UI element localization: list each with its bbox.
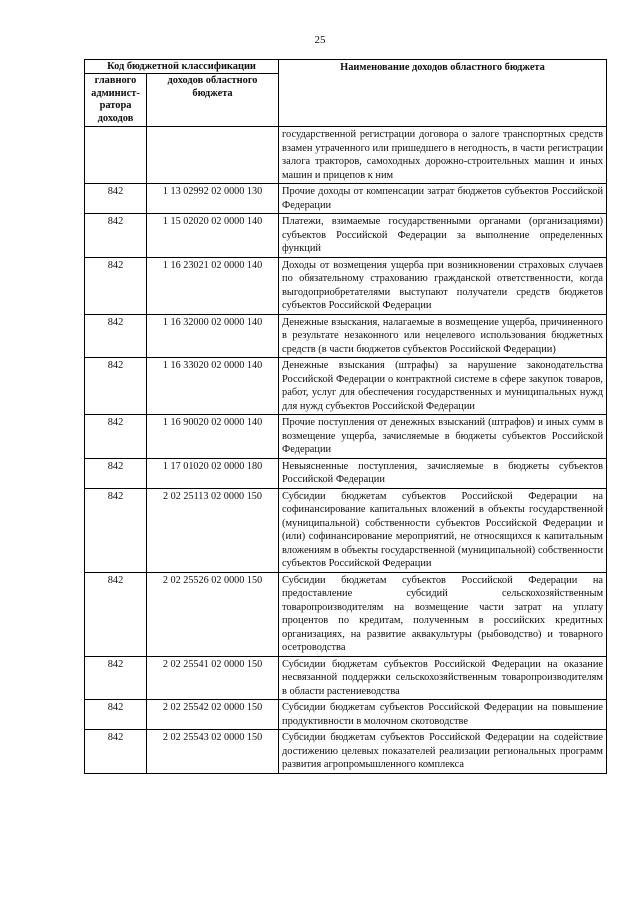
- income-code-cell: 1 15 02020 02 0000 140: [147, 214, 279, 258]
- administrator-code-cell: 842: [85, 184, 147, 214]
- table-row: [85, 314, 607, 358]
- table-row: [85, 214, 607, 258]
- administrator-code-cell: 842: [85, 572, 147, 656]
- table-header: [85, 60, 607, 127]
- table-row: [85, 257, 607, 314]
- table-row: [85, 700, 607, 730]
- administrator-code-cell: 842: [85, 314, 147, 358]
- income-code-cell: 2 02 25542 02 0000 150: [147, 700, 279, 730]
- income-code-cell: 2 02 25526 02 0000 150: [147, 572, 279, 656]
- administrator-code-cell: 842: [85, 358, 147, 415]
- administrator-code-cell: 842: [85, 488, 147, 572]
- income-name-cell: Денежные взыскания, налагаемые в возмещение ущерба, причиненного в результате незаконного или нецелевого использования бюджетных средств (в части бюджетов субъектов Российской Федерации): [279, 314, 607, 358]
- table-row: [85, 730, 607, 774]
- administrator-code-cell: 842: [85, 700, 147, 730]
- page-number: 25: [314, 34, 326, 46]
- table-row: [85, 415, 607, 459]
- income-code-cell: 2 02 25541 02 0000 150: [147, 656, 279, 700]
- income-name-cell: государственной регистрации договора о залоге транспортных средств взамен утраченного или пришедшего в негодность, в части регистрации залога тракторов, самоходных дорожно-строительных машин и иных машин и прицепов к ним: [279, 127, 607, 184]
- income-code-cell: 1 16 90020 02 0000 140: [147, 415, 279, 459]
- income-code-cell: [147, 127, 279, 184]
- income-name-cell: Субсидии бюджетам субъектов Российской Федерации на оказание несвязанной поддержки сельскохозяйственным товаропроизводителям в области растениеводства: [279, 656, 607, 700]
- table-row: [85, 572, 607, 656]
- header-income-name: Наименование доходов областного бюджета: [279, 60, 607, 127]
- income-name-cell: Прочие поступления от денежных взысканий (штрафов) и иных сумм в возмещение ущерба, зачисляемые в бюджеты субъектов Российской Федерации: [279, 415, 607, 459]
- table-row: [85, 184, 607, 214]
- table-row: [85, 358, 607, 415]
- administrator-code-cell: 842: [85, 656, 147, 700]
- income-name-cell: Субсидии бюджетам субъектов Российской Федерации на повышение продуктивности в молочном скотоводстве: [279, 700, 607, 730]
- income-name-cell: Субсидии бюджетам субъектов Российской Федерации на софинансирование капитальных вложений в объекты государственной (муниципальной) собственности субъектов Российской Федерации и (или) софинансирование мероприятий, не относящихся к капитальным вложениям в объекты государственной (муниципальной) собственности субъектов Российской Федерации: [279, 488, 607, 572]
- income-code-cell: 1 16 23021 02 0000 140: [147, 257, 279, 314]
- income-code-cell: 2 02 25543 02 0000 150: [147, 730, 279, 774]
- administrator-code-cell: 842: [85, 730, 147, 774]
- administrator-code-cell: 842: [85, 415, 147, 459]
- income-name-cell: Субсидии бюджетам субъектов Российской Федерации на содействие достижению целевых показателей реализации региональных программ развития агропромышленного комплекса: [279, 730, 607, 774]
- administrator-code-cell: 842: [85, 257, 147, 314]
- header-budget-classification-code: Код бюджетной классификации: [85, 60, 279, 74]
- income-code-cell: 2 02 25113 02 0000 150: [147, 488, 279, 572]
- header-main-administrator: главного админист-ратора доходов: [85, 74, 147, 127]
- table-row: [85, 458, 607, 488]
- income-name-cell: Доходы от возмещения ущерба при возникновении страховых случаев по обязательному страхованию гражданской ответственности, когда выгодоприобретателями выступают получатели средств бюджетов субъектов Российской Федерации: [279, 257, 607, 314]
- income-code-cell: 1 13 02992 02 0000 130: [147, 184, 279, 214]
- income-name-cell: Прочие доходы от компенсации затрат бюджетов субъектов Российской Федерации: [279, 184, 607, 214]
- administrator-code-cell: 842: [85, 458, 147, 488]
- income-name-cell: Субсидии бюджетам субъектов Российской Федерации на предоставление субсидий сельскохозяйственным товаропроизводителям на возмещение части затрат на уплату процентов по кредитам, полученным в российских кредитных организациях, на развитие аквакультуры (рыбоводство) и товарного осетроводства: [279, 572, 607, 656]
- income-code-cell: 1 16 33020 02 0000 140: [147, 358, 279, 415]
- income-code-cell: 1 17 01020 02 0000 180: [147, 458, 279, 488]
- administrator-code-cell: [85, 127, 147, 184]
- budget-classification-table: [84, 59, 607, 774]
- income-name-cell: Платежи, взимаемые государственными органами (организациями) субъектов Российской Федерации за выполнение определенных функций: [279, 214, 607, 258]
- table-row: [85, 656, 607, 700]
- table-row: [85, 488, 607, 572]
- income-name-cell: Невыясненные поступления, зачисляемые в бюджеты субъектов Российской Федерации: [279, 458, 607, 488]
- table-row: [85, 127, 607, 184]
- table-body: [85, 127, 607, 774]
- income-name-cell: Денежные взыскания (штрафы) за нарушение законодательства Российской Федерации о контрактной системе в сфере закупок товаров, работ, услуг для обеспечения государственных и муниципальных нужд для нужд субъектов Российской Федерации: [279, 358, 607, 415]
- administrator-code-cell: 842: [85, 214, 147, 258]
- income-code-cell: 1 16 32000 02 0000 140: [147, 314, 279, 358]
- header-regional-income: доходов областного бюджета: [147, 74, 279, 127]
